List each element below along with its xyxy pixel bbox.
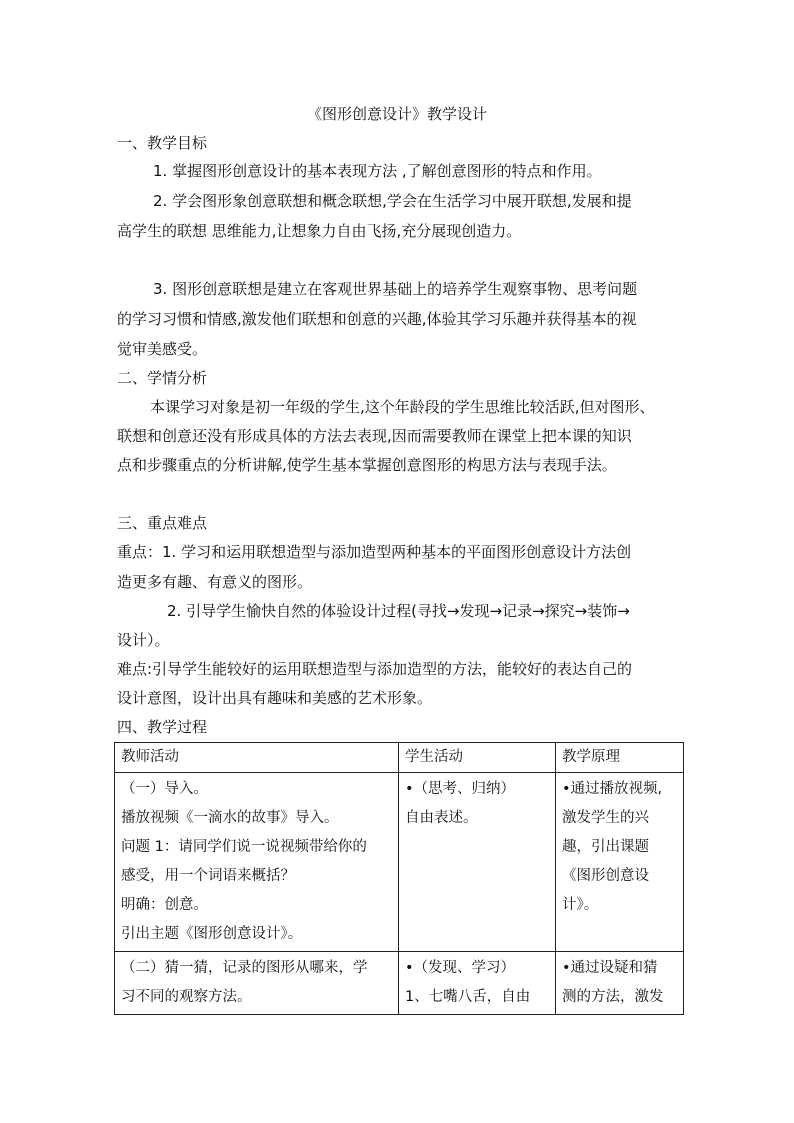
difficulty-line-1: 难点:引导学生能较好的运用联想造型与添加造型的方法，能较好的表达自己的 bbox=[117, 660, 633, 678]
cell-line: （一）导入。 bbox=[121, 781, 208, 797]
teaching-principle-cell bbox=[556, 773, 684, 952]
teacher-activity-cell bbox=[115, 773, 399, 952]
section-heading-objectives: 一、教学目标 bbox=[117, 134, 208, 152]
cell-line: 测的方法，激发 bbox=[562, 989, 664, 1005]
objective-3-line-2: 的学习习惯和情感,激发他们联想和创意的兴趣,体验其学习乐趣并获得基本的视 bbox=[117, 310, 637, 328]
table-row bbox=[115, 952, 684, 1015]
objective-1: 1. 掌握图形创意设计的基本表现方法 ,了解创意图形的特点和作用。 bbox=[153, 162, 602, 180]
section-heading-process: 四、教学过程 bbox=[117, 718, 208, 736]
section-heading-analysis: 二、学情分析 bbox=[117, 369, 208, 387]
header-student-activity: 学生活动 bbox=[399, 743, 556, 773]
objective-3-line-3: 觉审美感受。 bbox=[117, 340, 208, 358]
cell-line: 问题 1：请同学们说一说视频带给你的 bbox=[121, 839, 367, 855]
cell-line: （二）猜一猜，记录的图形从哪来，学 bbox=[121, 960, 368, 976]
cell-line: 习不同的观察方法。 bbox=[121, 989, 252, 1005]
cell-line: 感受，用一个词语来概括？ bbox=[121, 868, 295, 884]
cell-line: 明确：创意。 bbox=[121, 897, 208, 913]
cell-line: 播放视频《一滴水的故事》导入。 bbox=[121, 810, 339, 826]
cell-line: 计》。 bbox=[562, 897, 599, 913]
cell-line: 趣，引出课题 bbox=[562, 839, 649, 855]
cell-line: 1、七嘴八舌，自由 bbox=[405, 989, 531, 1005]
cell-line: 《图形创意设 bbox=[562, 868, 649, 884]
section-heading-key-points: 三、重点难点 bbox=[117, 514, 208, 532]
document-title: 《图形创意设计》教学设计 bbox=[306, 105, 487, 123]
difficulty-line-2: 设计意图，设计出具有趣味和美感的艺术形象。 bbox=[117, 689, 433, 707]
objective-3-line-1: 3. 图形创意联想是建立在客观世界基础上的培养学生观察事物、思考问题 bbox=[153, 280, 638, 298]
cell-line: 激发学生的兴 bbox=[562, 810, 649, 826]
table-header-row bbox=[115, 743, 684, 773]
cell-line: •（发现、学习） bbox=[405, 960, 516, 976]
cell-line: 引出主题《图形创意设计》。 bbox=[121, 926, 303, 942]
teaching-principle-cell bbox=[556, 952, 684, 1015]
cell-line: •通过设疑和猜 bbox=[562, 960, 658, 976]
cell-line: •通过播放视频, bbox=[562, 781, 663, 797]
teacher-activity-cell bbox=[115, 952, 399, 1015]
cell-line: 自由表述。 bbox=[405, 810, 478, 826]
analysis-line-3: 点和步骤重点的分析讲解,使学生基本掌握创意图形的构思方法与表现手法。 bbox=[117, 456, 617, 474]
objective-2-line-1: 2. 学会图形象创意联想和概念联想,学会在生活学习中展开联想,发展和提 bbox=[153, 192, 632, 210]
student-activity-cell bbox=[399, 952, 556, 1015]
key-point-1-line-2: 造更多有趣、有意义的图形。 bbox=[117, 573, 313, 591]
key-point-2-line-2: 设计）。 bbox=[117, 631, 170, 649]
objective-2-line-2: 高学生的联想 思维能力,让想象力自由飞扬,充分展现创造力。 bbox=[117, 222, 522, 240]
header-teacher-activity: 教师活动 bbox=[115, 743, 399, 773]
cell-line: •（思考、归纳） bbox=[405, 781, 516, 797]
key-point-1-line-1: 重点：1. 学习和运用联想造型与添加造型两种基本的平面图形创意设计方法创 bbox=[117, 543, 632, 561]
header-teaching-principle: 教学原理 bbox=[556, 743, 684, 773]
key-point-2-line-1: 2. 引导学生愉快自然的体验设计过程(寻找→发现→记录→探究→装饰→ bbox=[167, 602, 630, 620]
student-activity-cell bbox=[399, 773, 556, 952]
analysis-line-1: 本课学习对象是初一年级的学生,这个年龄段的学生思维比较活跃,但对图形、 bbox=[150, 398, 655, 416]
teaching-process-table bbox=[114, 742, 684, 1015]
analysis-line-2: 联想和创意还没有形成具体的方法去表现,因而需要教师在课堂上把本课的知识 bbox=[117, 427, 632, 445]
table-row bbox=[115, 773, 684, 952]
